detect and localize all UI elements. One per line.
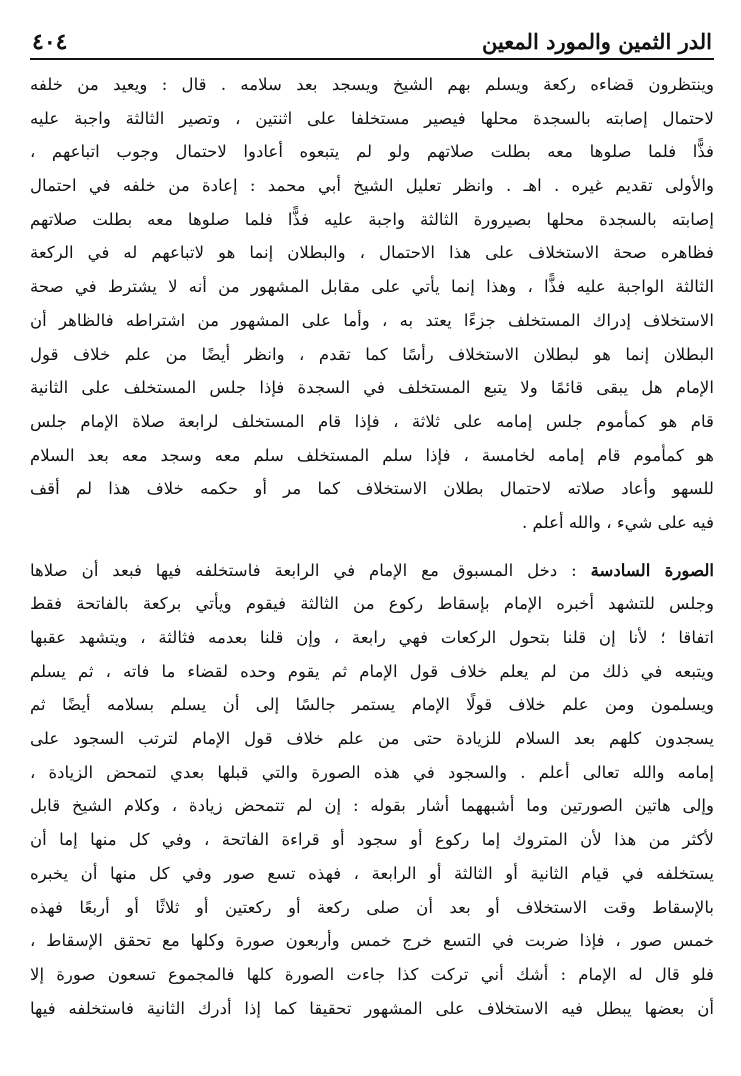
text-line: الثالثة الواجبة عليه فذًّا ، وهذا إنما يأتي على مقابل المشهور من أنه لا يشترط في صحة xyxy=(30,277,714,297)
text-line xyxy=(30,554,714,588)
page-body xyxy=(30,68,714,1025)
running-title: الدر الثمين والمورد المعين xyxy=(481,29,712,54)
text-line: بالإسقاط وقت الاستخلاف أو بعد أن صلى ركعة أو ركعتين أو ثلاثًا أو أربعًا فهذه xyxy=(30,897,714,917)
text-line: أن بعضها يبطل فيه الاستخلاف على المشهور تحقيقا كما إذا أدرك الثانية فاستخلفه فيها xyxy=(30,998,714,1018)
text-run: : دخل المسبوق مع الإمام في الرابعة فاستخلفه فيها فبعد أن صلاها xyxy=(30,560,577,580)
section-lead: الصورة السادسة xyxy=(590,559,714,580)
text-line: فظاهره صحة الاستخلاف على هذا الاحتمال ، والبطلان إنما هو لاتباعهم له في الركعة xyxy=(30,243,714,263)
document-page xyxy=(30,24,714,1025)
text-line: لاحتمال إصابته بالسجدة محلها فيصير مستخلفا على اثنتين ، وتصير الثالثة واجبة عليه xyxy=(30,108,714,128)
text-line: إمامه والله تعالى أعلم . والسجود في هذه الصورة والتي قبلها بعدي لتمحض الزيادة ، xyxy=(30,762,714,782)
text-line: يستخلفه في قيام الثانية أو الثالثة أو الرابعة ، فهذه تسع صور وفي كل منها أن يخبره xyxy=(30,863,714,883)
text-line: فلو قال له الإمام : أشك أني تركت كذا جاءت الصورة كلها فالمجموع تسعون صورة إلا xyxy=(30,964,714,984)
page-number: ٤٠٤ xyxy=(32,29,68,55)
text-line: يسجدون كلهم بعد السلام للزيادة حتى من علم خلاف قول الإمام لترتب السجود على xyxy=(30,729,714,749)
paragraph-1 xyxy=(30,68,714,540)
text-line: خمس صور ، فإذا ضربت في التسع خرج خمس وأربعون صورة وكلها مع تحقق الإسقاط ، xyxy=(30,931,714,951)
text-line: والأولى تقديم غيره . اهـ . وانظر تعليل الشيخ أبي محمد : إعادة من خلفه في احتمال xyxy=(30,176,714,196)
paragraph-2 xyxy=(30,554,714,1026)
text-line: اتفاقا ؛ لأنا إن قلنا بتحول الركعات فهي رابعة ، وإن قلنا بعدمه فثالثة ، ويتشهد عقبها xyxy=(30,628,714,647)
text-line: فذًّا فلما صلوها معه بطلت صلاتهم ولو لم يتبعوه أعادوا لاحتمال وجوب اتباعهم ، xyxy=(30,142,714,162)
paragraph-gap xyxy=(30,540,714,554)
text-line: فيه على شيء ، والله أعلم . xyxy=(522,512,714,532)
text-line: قام هو كمأموم جلس إمامه على ثلاثة ، فإذا قام المستخلف لرابعة صلاة الإمام جلس xyxy=(30,411,714,431)
text-line: وإلى هاتين الصورتين وما أشبههما أشار بقوله : إن لم تتمحض زيادة ، وكلام الشيخ قابل xyxy=(30,796,714,816)
text-line: ويتبعه في ذلك من لم يعلم خلاف قول الإمام ثم يقوم وحده لقضاء ما فاته ، ثم يسلم xyxy=(30,661,714,681)
text-line: البطلان إنما هو لبطلان الاستخلاف رأسًا كما تقدم ، وانظر أيضًا من علم خلاف قول xyxy=(30,344,714,364)
text-line: للسهو وأعاد صلاته لاحتمال بطلان الاستخلاف كما مر أو حكمه خلاف هذا لم أقف xyxy=(30,479,714,499)
text-line: هو كمأموم قام إمامه لخامسة ، فإذا سلم المستخلف سلم معه وسجد معه بعد السلام xyxy=(30,445,714,465)
text-line: لأكثر من هذا لأن المتروك إما ركوع أو سجود أو قراءة الفاتحة ، وفي كل منها إما أن xyxy=(30,830,714,850)
text-line: إصابته بالسجدة محلها بصيرورة الثالثة واجبة عليه فذًّا فلما صلوها معه بطلت صلاتهم xyxy=(30,209,714,229)
text-line: الإمام هل يبقى قائمًا ولا يتبع المستخلف في السجدة فإذا جلس المستخلف على الثانية xyxy=(30,378,714,398)
text-line: وجلس للتشهد أخبره الإمام بإسقاط ركوع من الثالثة فيقوم ويأتي بركعة بالفاتحة فقط xyxy=(30,594,714,614)
text-line: ويسلمون ومن علم خلاف قولًا الإمام يستمر جالسًا إلى أن يسلم بسلامه أيضًا ثم xyxy=(30,695,714,715)
text-line: وينتظرون قضاءه ركعة ويسلم بهم الشيخ ويسجد بعد سلامه . قال : ويعيد من خلفه xyxy=(30,75,714,94)
page-header xyxy=(30,24,714,60)
text-line: الاستخلاف إدراك المستخلف جزءًا يعتد به ، وأما على المشهور من اشتراطه فالظاهر أن xyxy=(30,310,714,330)
